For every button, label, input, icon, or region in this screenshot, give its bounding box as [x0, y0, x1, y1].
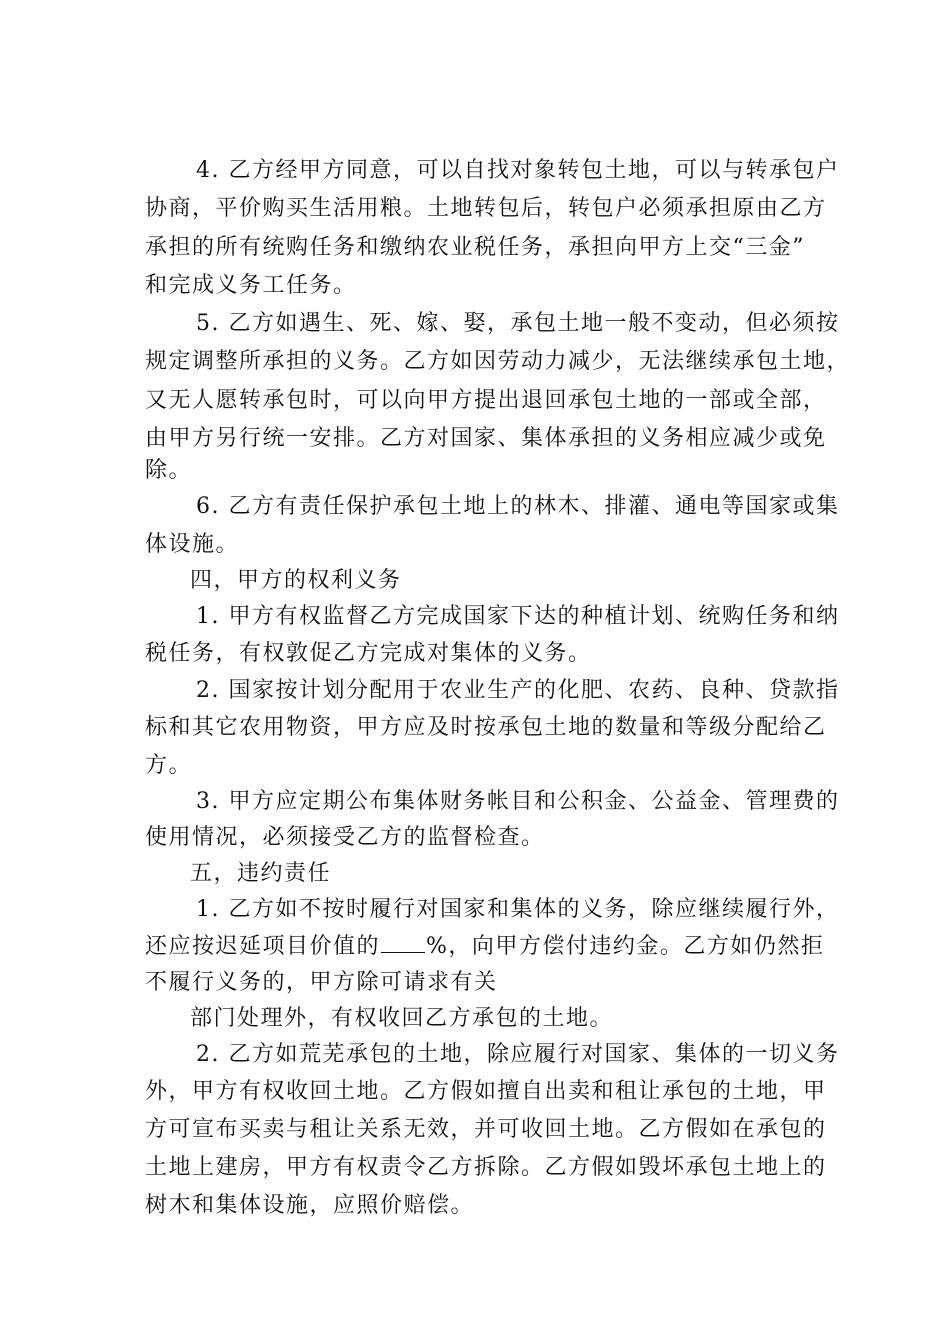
- section-4-item-3-line-1: 3. 甲方应定期公布集体财务帐目和公积金、公益金、管理费的: [196, 789, 840, 814]
- paragraph-4-line-4: 和完成义务工任务。: [145, 273, 357, 298]
- section-5-item-2-line-1: 2. 乙方如荒芜承包的土地，除应履行对国家、集体的一切义务: [196, 1042, 840, 1067]
- section-4-item-1-line-2: 税任务，有权敦促乙方完成对集体的义务。: [145, 641, 592, 666]
- paragraph-4-line-2: 协商，平价购买生活用粮。土地转包后，转包户必须承担原由乙方: [145, 196, 827, 221]
- section-5-item-2-line-5: 树木和集体设施，应照价赔偿。: [145, 1193, 475, 1218]
- penalty-text-before: 还应按迟延项目价值的: [145, 934, 381, 959]
- section-5-item-2-line-3: 方可宣布买卖与租让关系无效，并可收回土地。乙方假如在承包的: [145, 1117, 827, 1142]
- section-4-item-2-line-3: 方。: [145, 753, 193, 778]
- section-5-item-2-line-2: 外，甲方有权收回土地。乙方假如擅自出卖和租让承包的土地，甲: [145, 1079, 827, 1104]
- paragraph-5-line-4: 由甲方另行统一安排。乙方对国家、集体承担的义务相应减少或免: [145, 426, 827, 451]
- paragraph-5-line-2: 规定调整所承担的义务。乙方如因劳动力减少，无法继续承包土地，: [145, 349, 851, 374]
- paragraph-5-line-1: 5. 乙方如遇生、死、嫁、娶，承包土地一般不变动，但必须按: [196, 311, 840, 336]
- penalty-percent-blank: [381, 934, 425, 953]
- section-5-item-1-line-2: [145, 932, 824, 962]
- paragraph-4-line-3: 承担的所有统购任务和缴纳农业税任务，承担向甲方上交“三金”: [145, 235, 805, 260]
- section-4-item-2-line-2: 标和其它农用物资，甲方应及时按承包土地的数量和等级分配给乙: [145, 715, 827, 740]
- paragraph-6-line-1: 6. 乙方有责任保护承包土地上的林木、排灌、通电等国家或集: [196, 494, 840, 519]
- section-5-item-1-line-1: 1. 乙方如不按时履行对国家和集体的义务，除应继续履行外，: [196, 897, 840, 922]
- section-4-item-1-line-1: 1. 甲方有权监督乙方完成国家下达的种植计划、统购任务和纳: [196, 604, 840, 629]
- paragraph-5-line-3: 又无人愿转承包时，可以向甲方提出退回承包土地的一部或全部，: [145, 388, 827, 413]
- paragraph-4-line-1: 4. 乙方经甲方同意，可以自找对象转包土地，可以与转承包户: [196, 158, 840, 183]
- paragraph-5-line-5: 除。: [145, 458, 193, 483]
- section-heading-4: 四，甲方的权利义务: [190, 568, 402, 593]
- section-5-item-2-line-4: 土地上建房，甲方有权责令乙方拆除。乙方假如毁坏承包土地上的: [145, 1155, 827, 1180]
- section-4-item-2-line-1: 2. 国家按计划分配用于农业生产的化肥、农药、良种、贷款指: [196, 678, 840, 703]
- section-5-item-1-line-3: 不履行义务的，甲方除可请求有关: [145, 970, 498, 995]
- section-4-item-3-line-2: 使用情况，必须接受乙方的监督检查。: [145, 825, 545, 850]
- penalty-text-after: %，向甲方偿付违约金。乙方如仍然拒: [426, 934, 825, 959]
- section-5-item-1-line-4: 部门处理外，有权收回乙方承包的土地。: [190, 1006, 614, 1031]
- paragraph-6-line-2: 体设施。: [145, 532, 240, 557]
- section-heading-5: 五，违约责任: [190, 861, 332, 886]
